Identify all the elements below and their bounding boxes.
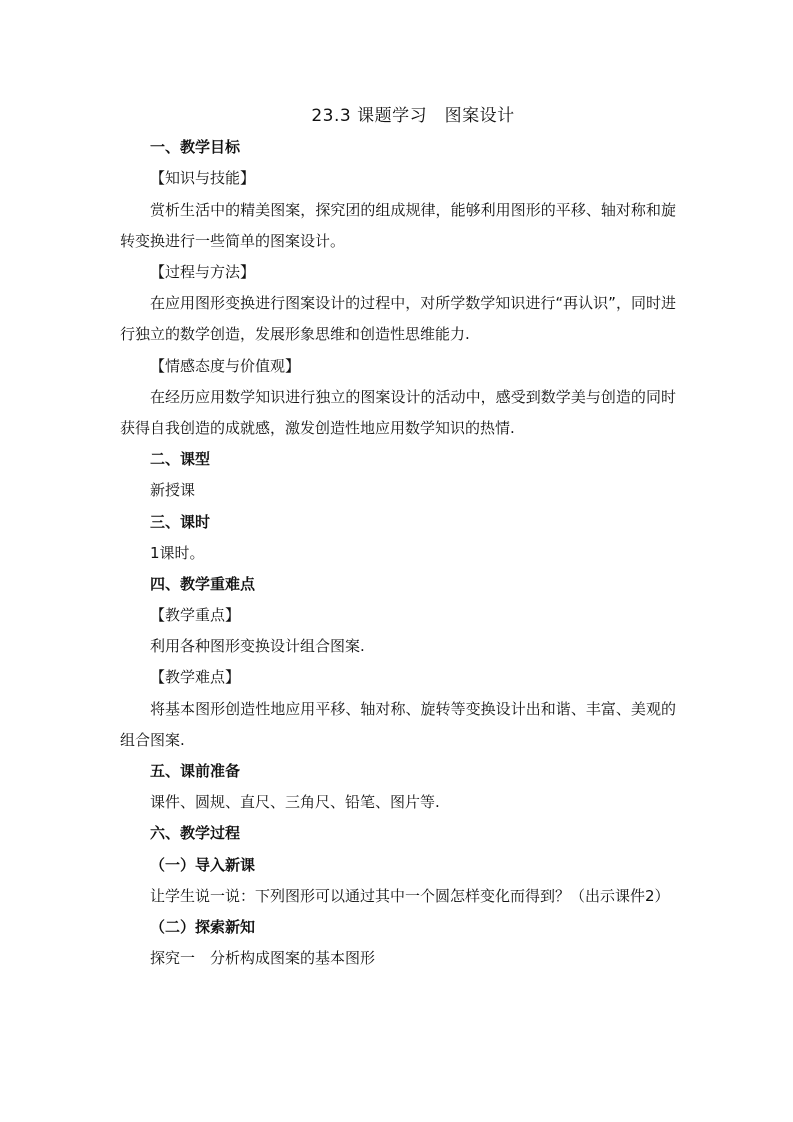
paragraph-process-methods: 在应用图形变换进行图案设计的过程中，对所学数学知识进行“再认识”，同时进行独立的数学创造，发展形象思维和创造性思维能力. xyxy=(120,294,676,344)
paragraph-preparation: 课件、圆规、直尺、三角尺、铅笔、图片等. xyxy=(150,793,440,812)
section-heading-key-points: 四、教学重难点 xyxy=(150,574,256,593)
subheading-process-methods: 【过程与方法】 xyxy=(150,262,256,281)
subheading-introduction: （一）导入新课 xyxy=(150,855,256,874)
paragraph-exploration: 探究一 分析构成图案的基本图形 xyxy=(150,949,376,968)
paragraph-introduction: 让学生说一说：下列图形可以通过其中一个圆怎样变化而得到？（出示课件2） xyxy=(150,886,670,905)
section-heading-lesson-type: 二、课型 xyxy=(150,450,211,469)
paragraph-knowledge-skills: 赏析生活中的精美图案，探究团的组成规律，能够利用图形的平移、轴对称和旋转变换进行一些简单的图案设计。 xyxy=(120,200,676,250)
section-heading-preparation: 五、课前准备 xyxy=(150,762,241,781)
paragraph-lesson-type: 新授课 xyxy=(150,481,196,500)
subheading-attitude-values: 【情感态度与价值观】 xyxy=(150,356,301,375)
paragraph-difficult-point: 将基本图形创造性地应用平移、轴对称、旋转等变换设计出和谐、丰富、美观的组合图案. xyxy=(120,699,676,749)
paragraph-attitude-values: 在经历应用数学知识进行独立的图案设计的活动中，感受到数学美与创造的同时获得自我创造的成就感，激发创造性地应用数学知识的热情. xyxy=(120,387,676,437)
subheading-key-point: 【教学重点】 xyxy=(150,606,241,625)
subheading-difficult-point: 【教学难点】 xyxy=(150,668,241,687)
section-heading-teaching-goals: 一、教学目标 xyxy=(150,138,241,157)
paragraph-class-hours: 1课时。 xyxy=(150,543,205,562)
paragraph-key-point: 利用各种图形变换设计组合图案. xyxy=(150,637,365,656)
subheading-exploration: （二）探索新知 xyxy=(150,918,256,937)
document-content xyxy=(120,101,676,974)
section-heading-class-hours: 三、课时 xyxy=(150,512,211,531)
document-title: 23.3 课题学习 图案设计 xyxy=(311,106,515,126)
subheading-knowledge-skills: 【知识与技能】 xyxy=(150,169,256,188)
section-heading-teaching-process: 六、教学过程 xyxy=(150,824,241,843)
